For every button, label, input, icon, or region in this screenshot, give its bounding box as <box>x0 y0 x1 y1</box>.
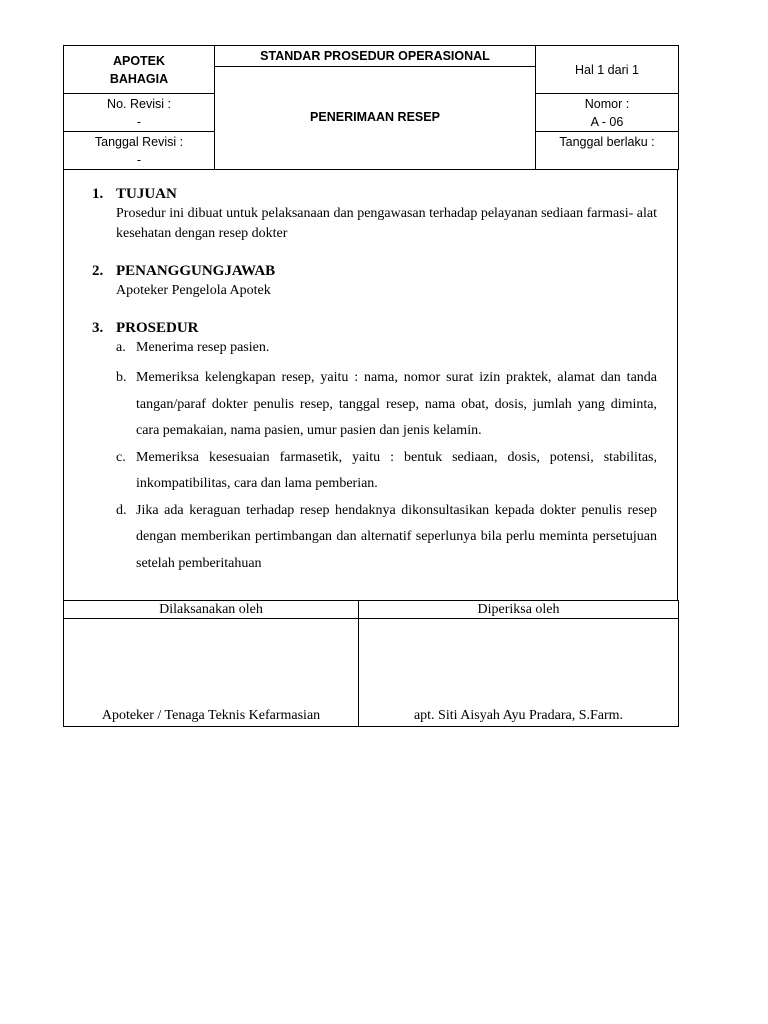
executed-by-name: Apoteker / Tenaga Teknis Kefarmasian <box>101 708 321 723</box>
executed-by-label: Dilaksanakan oleh <box>64 601 359 619</box>
revision-label: No. Revisi : <box>107 96 171 111</box>
signature-table <box>63 600 679 727</box>
procedure-step <box>116 365 657 445</box>
document-title: PENERIMAAN RESEP <box>310 110 440 124</box>
revision-date-label: Tanggal Revisi : <box>94 135 184 149</box>
section-title: PENANGGUNGJAWAB <box>116 263 276 279</box>
document-number-value: A - 06 <box>590 114 624 129</box>
checked-by-signature <box>359 619 679 727</box>
document-title-cell <box>215 46 536 170</box>
step-marker: d. <box>116 502 127 518</box>
section-number: 1. <box>92 186 104 202</box>
company-name-line2: BAHAGIA <box>109 71 169 86</box>
section-purpose <box>92 184 657 244</box>
sop-header-table <box>63 45 679 170</box>
document-number-cell <box>536 94 679 132</box>
procedure-step <box>116 445 657 498</box>
step-text: Memeriksa kesesuaian farmasetik, yaitu : bentuk sediaan, dosis, potensi, stabilitas, inkompatibilitas, cara dan lama pemberian. <box>136 449 657 491</box>
procedure-step <box>116 338 657 358</box>
page-info: Hal 1 dari 1 <box>536 46 679 94</box>
sop-document <box>63 45 678 727</box>
revision-value: - <box>136 114 142 129</box>
step-marker: b. <box>116 370 127 385</box>
revision-cell <box>64 94 215 132</box>
company-name-cell <box>64 46 215 94</box>
section-heading <box>92 318 657 338</box>
revision-date-value: - <box>136 153 142 167</box>
section-body: Prosedur ini dibuat untuk pelaksanaan dan pengawasan terhadap pelayanan sediaan farmasi- alat kesehatan dengan resep dokter <box>116 206 657 241</box>
executed-by-signature <box>64 619 359 727</box>
effective-date-label: Tanggal berlaku : <box>559 135 655 149</box>
section-number: 2. <box>92 263 104 279</box>
document-type: STANDAR PROSEDUR OPERASIONAL <box>215 46 535 67</box>
step-text: Memeriksa kelengkapan resep, yaitu : nama, nomor surat izin praktek, alamat dan tanda tangan/paraf dokter penulis resep, tanggal resep, nama obat, dosis, jumlah yang diminta, cara pemakaian, nama pasien, umur pasien dan jenis kelamin. <box>136 370 657 438</box>
section-responsible <box>92 261 657 301</box>
procedure-step <box>116 498 657 578</box>
section-body: Apoteker Pengelola Apotek <box>116 283 271 298</box>
section-title: TUJUAN <box>116 186 177 202</box>
company-name-line1: APOTEK <box>112 53 166 68</box>
step-marker: a. <box>116 340 126 355</box>
section-title: PROSEDUR <box>116 320 199 336</box>
step-marker: c. <box>116 449 126 465</box>
sop-content <box>63 170 678 600</box>
section-number: 3. <box>92 320 104 336</box>
section-procedure <box>92 318 657 577</box>
procedure-steps <box>92 338 657 577</box>
checked-by-name: apt. Siti Aisyah Ayu Pradara, S.Farm. <box>413 708 624 723</box>
effective-date-cell <box>536 132 679 170</box>
document-number-label: Nomor : <box>584 96 630 111</box>
revision-date-cell <box>64 132 215 170</box>
section-heading <box>92 261 657 281</box>
step-text: Menerima resep pasien. <box>136 340 270 355</box>
checked-by-label: Diperiksa oleh <box>359 601 679 619</box>
section-heading <box>92 184 657 204</box>
step-text: Jika ada keraguan terhadap resep hendaknya dikonsultasikan kepada dokter penulis resep dengan memberikan pertimbangan dan alternatif seperlunya bila perlu meminta persetujuan setelah pemberitahuan <box>136 502 657 571</box>
